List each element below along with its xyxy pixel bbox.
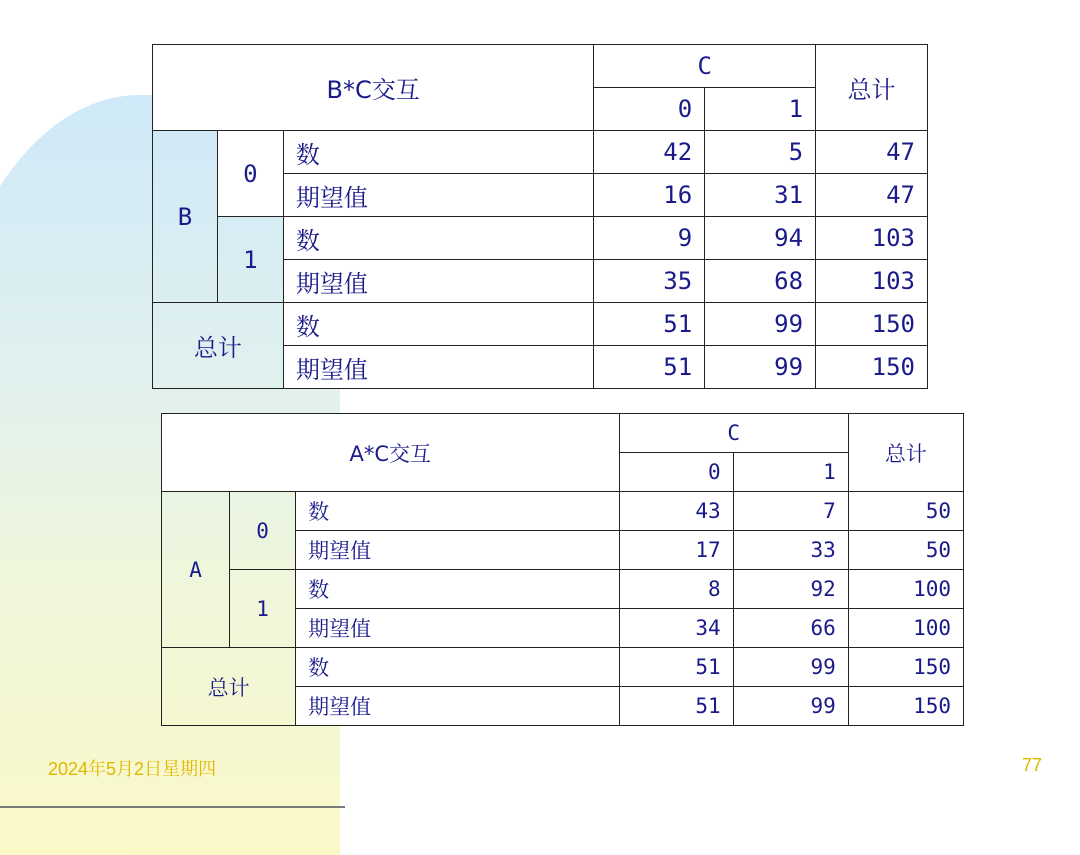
table-cell: 92 — [733, 570, 848, 609]
table-cell: 43 — [619, 492, 733, 531]
total-column-header: 总计 — [816, 45, 928, 131]
stat-label: 数 — [283, 131, 593, 174]
total-row-label: 总计 — [153, 303, 284, 389]
table-cell: 103 — [816, 217, 928, 260]
table-cell: 94 — [705, 217, 816, 260]
table-cell: 100 — [848, 609, 963, 648]
table-title: A*C交互 — [162, 414, 620, 492]
row-level-label: 0 — [230, 492, 296, 570]
table-cell: 68 — [705, 260, 816, 303]
table-cell: 9 — [594, 217, 705, 260]
table-cell: 51 — [594, 303, 705, 346]
row-level-label: 1 — [217, 217, 283, 303]
table-cell: 50 — [848, 531, 963, 570]
table-cell: 47 — [816, 131, 928, 174]
table-cell: 16 — [594, 174, 705, 217]
table-cell: 99 — [705, 346, 816, 389]
table-cell: 42 — [594, 131, 705, 174]
column-level-header: 1 — [705, 88, 816, 131]
column-level-header: 0 — [619, 453, 733, 492]
table-cell: 5 — [705, 131, 816, 174]
table-cell: 51 — [619, 648, 733, 687]
table-cell: 99 — [705, 303, 816, 346]
table-cell: 47 — [816, 174, 928, 217]
slide-date: 2024年5月2日星期四 — [48, 759, 217, 779]
table-cell: 66 — [733, 609, 848, 648]
total-row-label: 总计 — [162, 648, 296, 726]
table-cell: 99 — [733, 687, 848, 726]
bc-interaction-table — [152, 44, 928, 389]
table-cell: 150 — [816, 346, 928, 389]
table-cell: 17 — [619, 531, 733, 570]
stat-label: 数 — [296, 570, 619, 609]
stat-label: 期望值 — [283, 174, 593, 217]
stat-label: 期望值 — [296, 609, 619, 648]
table-cell: 100 — [848, 570, 963, 609]
stat-label: 数 — [296, 492, 619, 531]
column-level-header: 1 — [733, 453, 848, 492]
stat-label: 期望值 — [296, 687, 619, 726]
table-cell: 34 — [619, 609, 733, 648]
stat-label: 数 — [283, 303, 593, 346]
stat-label: 期望值 — [283, 260, 593, 303]
column-variable-header: C — [594, 45, 816, 88]
table-cell: 51 — [594, 346, 705, 389]
table-cell: 99 — [733, 648, 848, 687]
table-cell: 50 — [848, 492, 963, 531]
table-cell: 33 — [733, 531, 848, 570]
stat-label: 数 — [283, 217, 593, 260]
table-cell: 8 — [619, 570, 733, 609]
table-cell: 31 — [705, 174, 816, 217]
table-cell: 35 — [594, 260, 705, 303]
column-level-header: 0 — [594, 88, 705, 131]
column-variable-header: C — [619, 414, 848, 453]
table-cell: 103 — [816, 260, 928, 303]
table-cell: 150 — [848, 687, 963, 726]
table-cell: 51 — [619, 687, 733, 726]
slide-number: 77 — [1021, 755, 1042, 775]
stat-label: 期望值 — [283, 346, 593, 389]
row-level-label: 0 — [217, 131, 283, 217]
row-level-label: 1 — [230, 570, 296, 648]
table-cell: 150 — [848, 648, 963, 687]
ac-interaction-table — [161, 413, 964, 726]
total-column-header: 总计 — [848, 414, 963, 492]
footer-divider — [0, 806, 345, 808]
table-title: B*C交互 — [153, 45, 594, 131]
table-cell: 7 — [733, 492, 848, 531]
table-cell: 150 — [816, 303, 928, 346]
row-variable-label: B — [153, 131, 218, 303]
stat-label: 数 — [296, 648, 619, 687]
row-variable-label: A — [162, 492, 230, 648]
stat-label: 期望值 — [296, 531, 619, 570]
